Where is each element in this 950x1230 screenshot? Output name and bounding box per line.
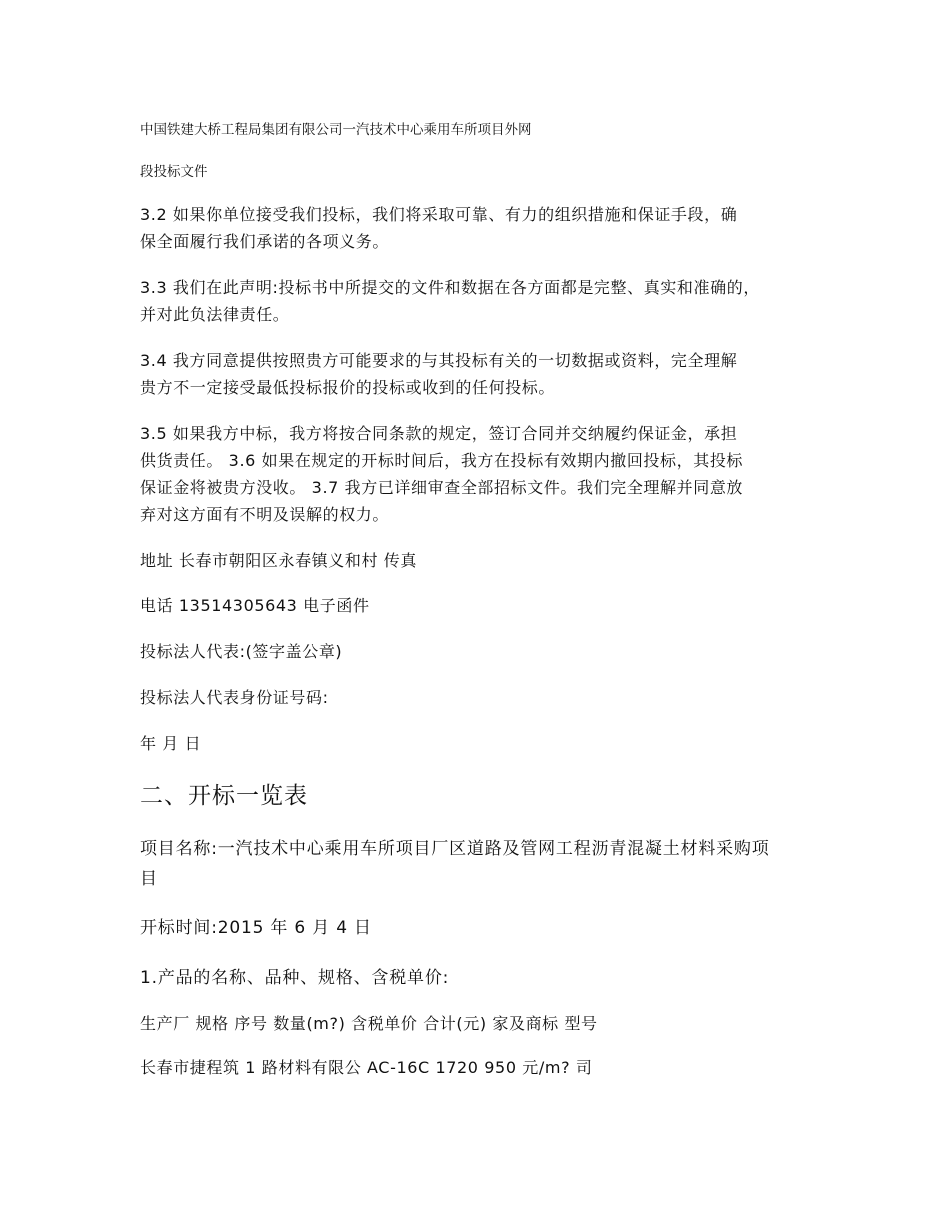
document-header-line-2: 段投标文件 bbox=[140, 164, 208, 180]
bid-opening-time: 开标时间:2015 年 6 月 4 日 bbox=[140, 918, 372, 938]
signature-date: 年 月 日 bbox=[140, 734, 202, 753]
paragraph-3-3-line-2: 并对此负法律责任。 bbox=[140, 305, 290, 324]
paragraph-3-5-line-1: 3.5 如果我方中标，我方将按合同条款的规定，签订合同并交纳履约保证金，承担 bbox=[140, 424, 738, 443]
paragraph-3-4-line-1: 3.4 我方同意提供按照贵方可能要求的与其投标有关的一切数据或资料，完全理解 bbox=[140, 351, 738, 370]
paragraph-3-4-line-2: 贵方不一定接受最低投标报价的投标或收到的任何投标。 bbox=[140, 378, 556, 397]
paragraph-3-5-line-2: 供货责任。 3.6 如果在规定的开标时间后，我方在投标有效期内撤回投标，其投标 bbox=[140, 451, 744, 470]
price-table-header: 生产厂 规格 序号 数量(m?) 含税单价 合计(元) 家及商标 型号 bbox=[140, 1014, 598, 1033]
item-1-heading: 1.产品的名称、品种、规格、含税单价: bbox=[140, 968, 450, 988]
paragraph-3-2-line-2: 保全面履行我们承诺的各项义务。 bbox=[140, 232, 390, 251]
paragraph-3-3-line-1: 3.3 我们在此声明:投标书中所提交的文件和数据在各方面都是完整、真实和准确的， bbox=[140, 278, 760, 297]
section-heading: 二、开标一览表 bbox=[140, 783, 308, 809]
representative-signature: 投标法人代表:(签字盖公章) bbox=[140, 642, 343, 661]
project-name-line-2: 目 bbox=[140, 869, 158, 889]
price-table-row: 长春市捷程筑 1 路材料有限公 AC-16C 1720 950 元/m? 司 bbox=[140, 1058, 593, 1077]
contact-address: 地址 长春市朝阳区永春镇义和村 传真 bbox=[140, 551, 417, 570]
project-name-line-1: 项目名称:一汽技术中心乘用车所项目厂区道路及管网工程沥青混凝土材料采购项 bbox=[140, 839, 770, 859]
document-header-line-1: 中国铁建大桥工程局集团有限公司一汽技术中心乘用车所项目外网 bbox=[140, 122, 532, 138]
paragraph-3-2-line-1: 3.2 如果你单位接受我们投标，我们将采取可靠、有力的组织措施和保证手段，确 bbox=[140, 205, 738, 224]
representative-id: 投标法人代表身份证号码: bbox=[140, 688, 329, 707]
contact-phone: 电话 13514305643 电子函件 bbox=[140, 596, 370, 615]
paragraph-3-5-line-4: 弃对这方面有不明及误解的权力。 bbox=[140, 505, 390, 524]
paragraph-3-5-line-3: 保证金将被贵方没收。 3.7 我方已详细审查全部招标文件。我们完全理解并同意放 bbox=[140, 478, 744, 497]
